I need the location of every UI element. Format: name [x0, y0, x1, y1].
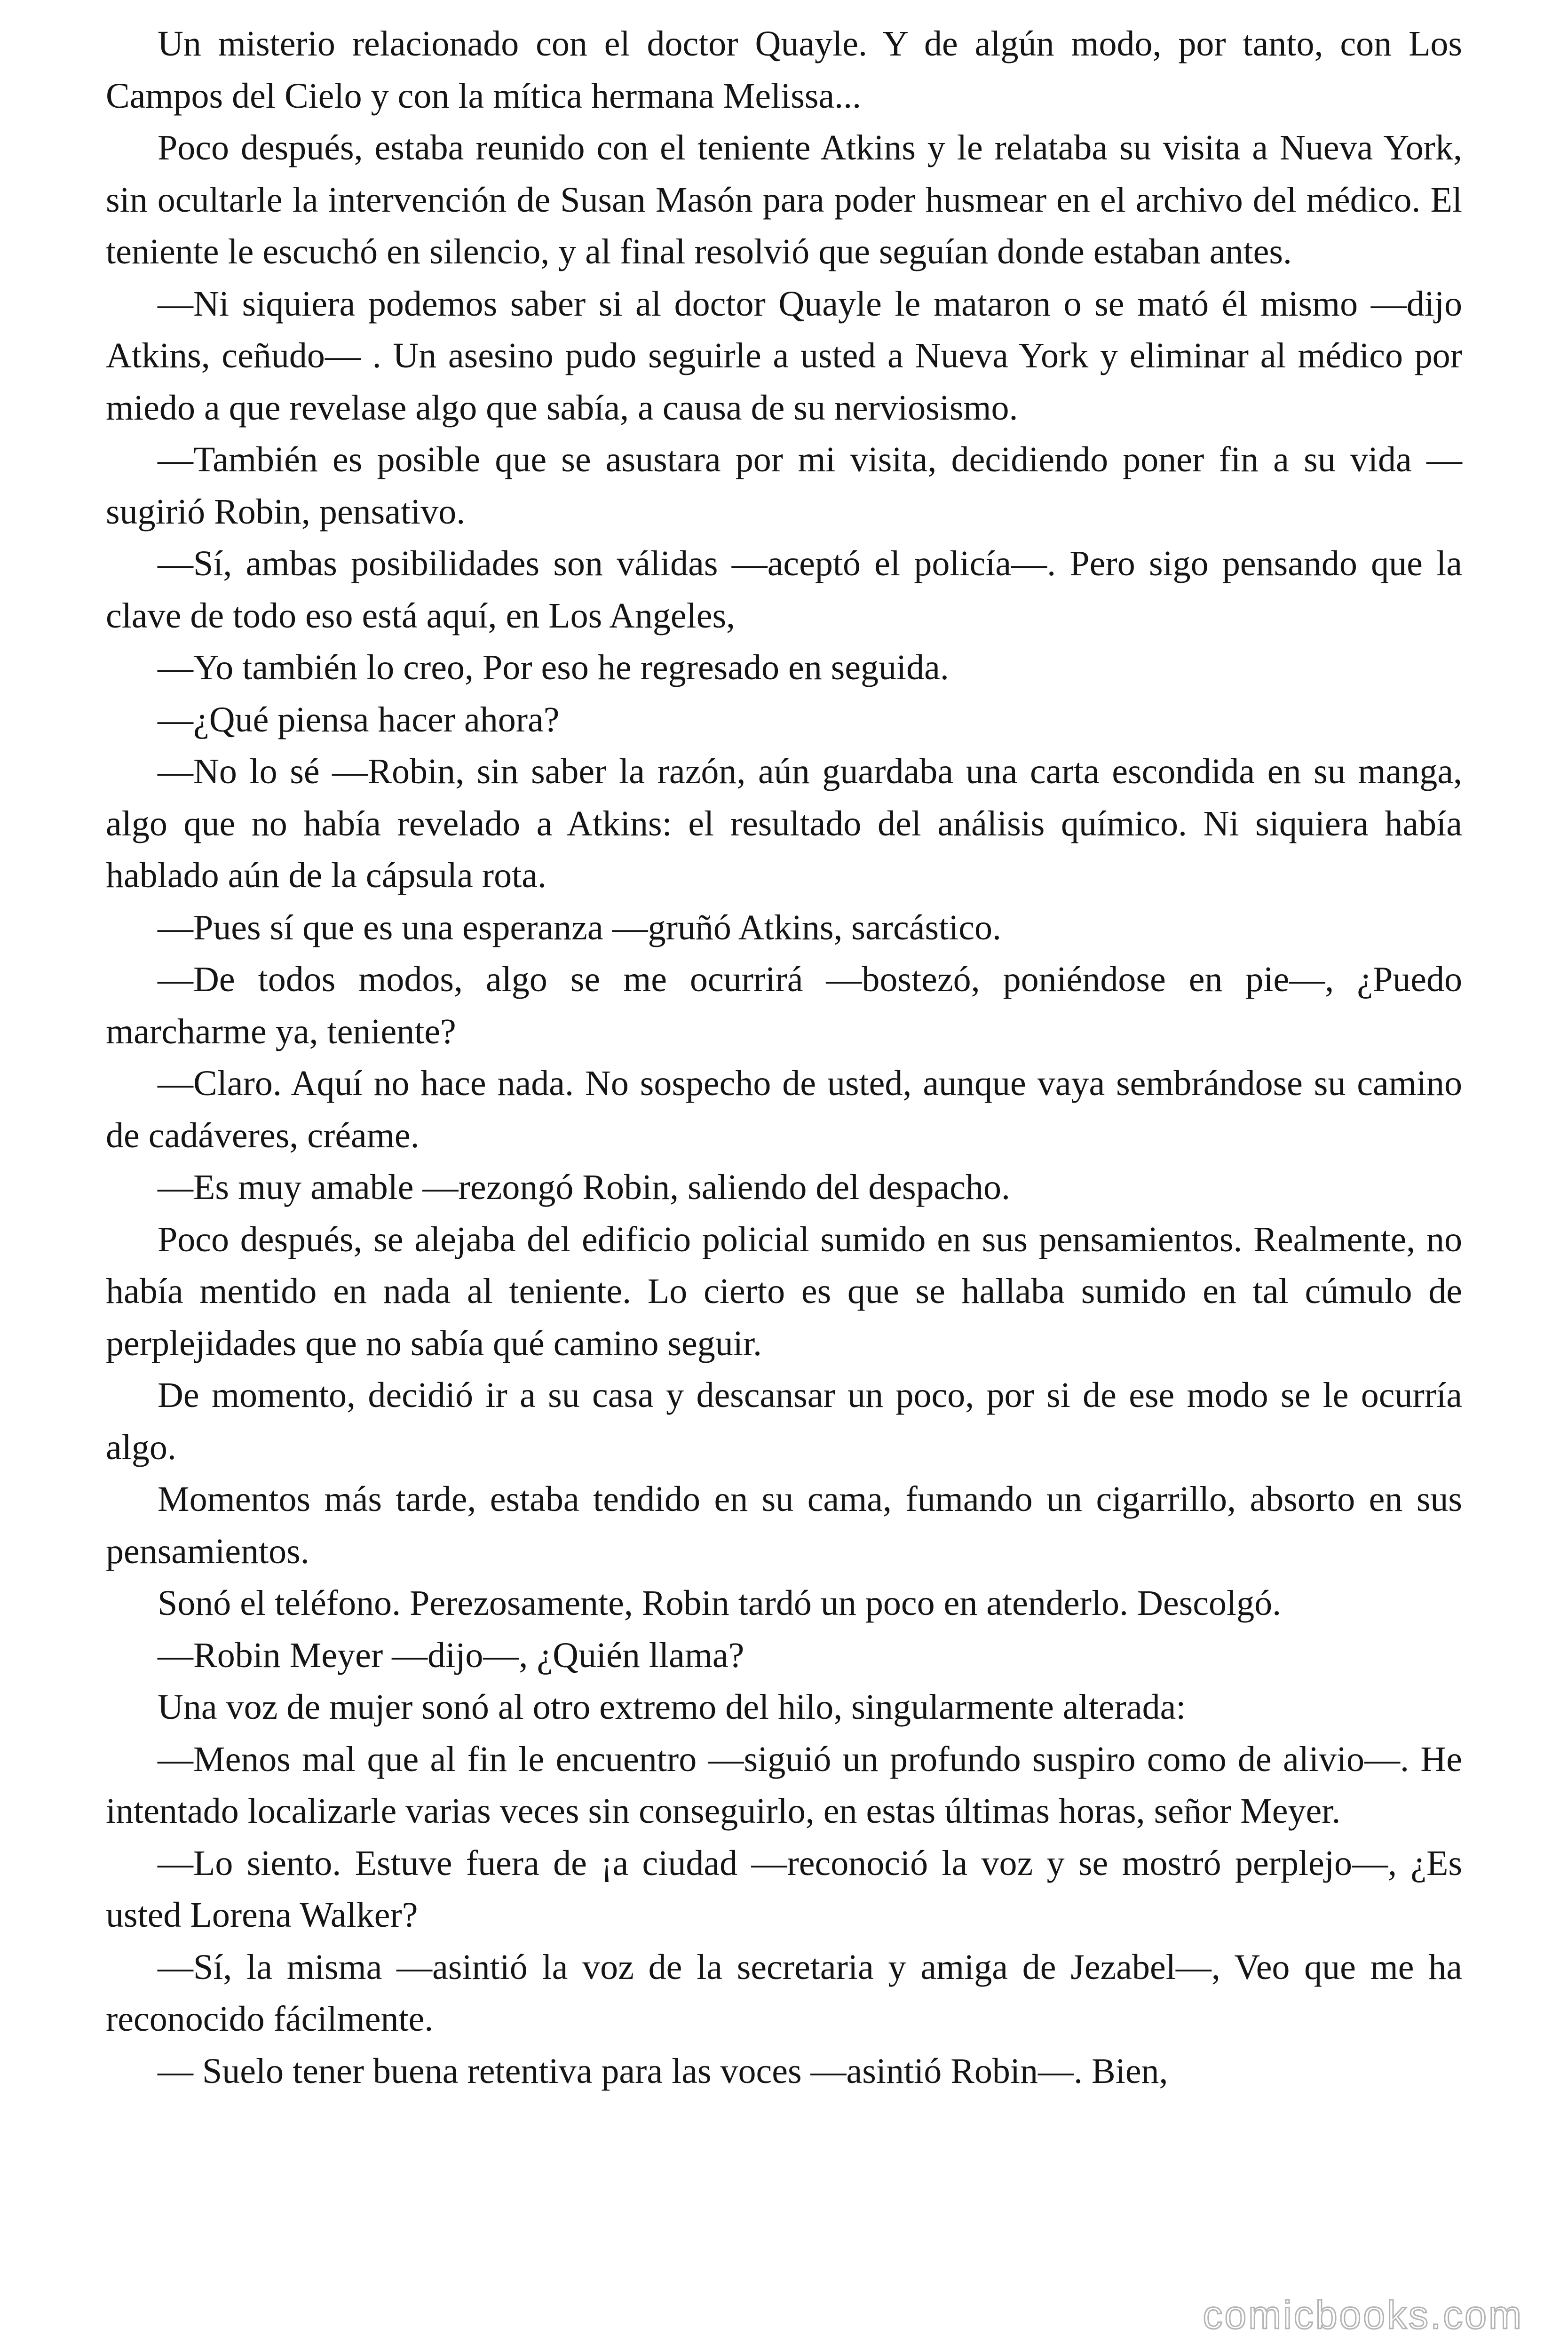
paragraph: Momentos más tarde, estaba tendido en su cama, fumando un cigarrillo, absorto en sus pensamientos. [106, 1479, 1462, 1571]
paragraph: —Claro. Aquí no hace nada. No sospecho de usted, aunque vaya sembrándose su camino de cadáveres, créame. [106, 1064, 1462, 1155]
paragraph: —Es muy amable —rezongó Robin, saliendo del despacho. [158, 1168, 1011, 1207]
paragraph: —Pues sí que es una esperanza —gruñó Atkins, sarcástico. [158, 907, 1002, 947]
paragraph: —También es posible que se asustara por mi visita, decidiendo poner fin a su vida —sugirió Robin, pensativo. [106, 440, 1462, 532]
paragraph: — Suelo tener buena retentiva para las voces —asintió Robin—. Bien, [158, 2051, 1168, 2091]
paragraph: —Sí, la misma —asintió la voz de la secretaria y amiga de Jezabel—, Veo que me ha reconocido fácilmente. [106, 1947, 1462, 2039]
paragraph: Poco después, estaba reunido con el teniente Atkins y le relataba su visita a Nueva York, sin ocultarle la intervención de Susan Masón para poder husmear en el archivo del médico. El teniente le escuchó en silencio, y al final resolvió que seguían donde estaban antes. [106, 128, 1462, 271]
paragraph: —No lo sé —Robin, sin saber la razón, aún guardaba una carta escondida en su manga, algo que no había revelado a Atkins: el resultado del análisis químico. Ni siquiera había hablado aún de la cápsula rota. [106, 752, 1462, 895]
paragraph: —¿Qué piensa hacer ahora? [158, 699, 560, 739]
paragraph: —Lo siento. Estuve fuera de ¡a ciudad —reconoció la voz y se mostró perplejo—, ¿Es usted Lorena Walker? [106, 1843, 1462, 1935]
book-page [106, 18, 1462, 2097]
paragraph: —Sí, ambas posibilidades son válidas —aceptó el policía—. Pero sigo pensando que la clave de todo eso está aquí, en Los Angeles, [106, 544, 1462, 636]
paragraph: Una voz de mujer sonó al otro extremo del hilo, singularmente alterada: [158, 1687, 1186, 1727]
paragraph: —De todos modos, algo se me ocurrirá —bostezó, poniéndose en pie—, ¿Puedo marcharme ya, teniente? [106, 960, 1462, 1051]
paragraph: Un misterio relacionado con el doctor Quayle. Y de algún modo, por tanto, con Los Campos del Cielo y con la mítica hermana Melissa... [106, 24, 1462, 116]
paragraph: —Robin Meyer —dijo—, ¿Quién llama? [158, 1635, 744, 1675]
paragraph: Poco después, se alejaba del edificio policial sumido en sus pensamientos. Realmente, no había mentido en nada al teniente. Lo cierto es que se hallaba sumido en tal cúmulo de perplejidades que no sabía qué camino seguir. [106, 1219, 1462, 1363]
paragraph: —Ni siquiera podemos saber si al doctor Quayle le mataron o se mató él mismo —dijo Atkins, ceñudo— . Un asesino pudo seguirle a usted a Nueva York y eliminar al médico por miedo a que revelase algo que sabía, a causa de su nerviosismo. [106, 284, 1462, 428]
paragraph: Sonó el teléfono. Perezosamente, Robin tardó un poco en atenderlo. Descolgó. [158, 1583, 1282, 1623]
paragraph: —Menos mal que al fin le encuentro —siguió un profundo suspiro como de alivio—. He intentado localizarle varias veces sin conseguirlo, en estas últimas horas, señor Meyer. [106, 1739, 1462, 1831]
paragraph: —Yo también lo creo, Por eso he regresado en seguida. [158, 648, 949, 687]
watermark: comicbooks.com [1203, 2293, 1523, 2337]
paragraph: De momento, decidió ir a su casa y descansar un poco, por si de ese modo se le ocurría algo. [106, 1375, 1462, 1467]
